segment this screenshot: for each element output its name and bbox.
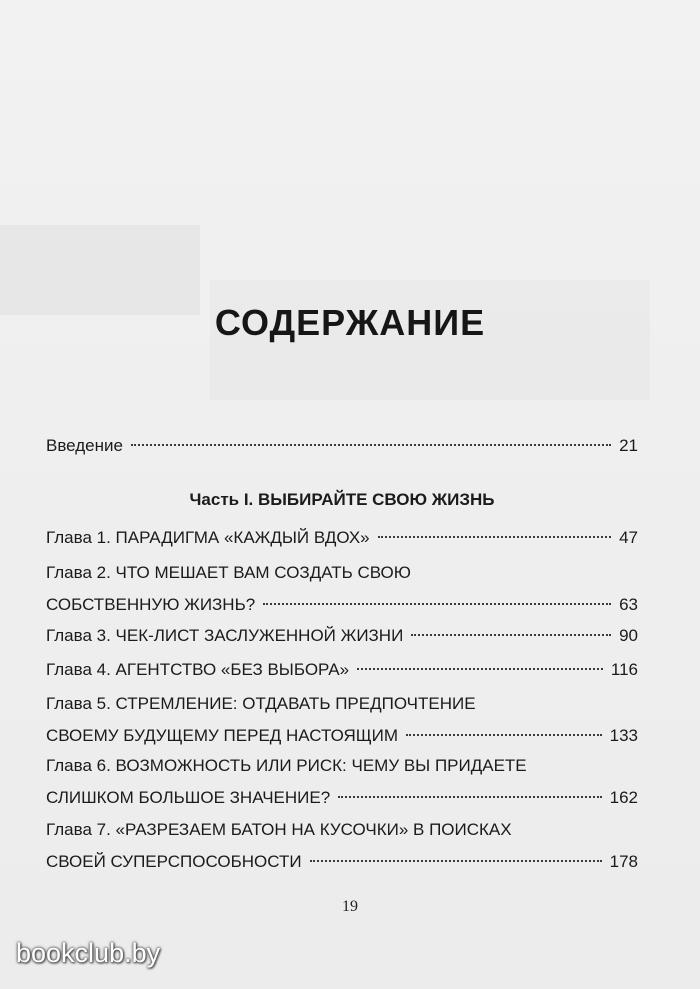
toc-entry-title: Глава 6. ВОЗМОЖНОСТЬ ИЛИ РИСК: ЧЕМУ ВЫ ПРИДАЕТЕ [46, 756, 527, 775]
dot-leader [338, 796, 601, 798]
toc-entry-title: Глава 7. «РАЗРЕЗАЕМ БАТОН НА КУСОЧКИ» В ПОИСКАХ [46, 820, 512, 839]
toc-entry-title-cont: СВОЕМУ БУДУЩЕМУ ПЕРЕД НАСТОЯЩИМ [46, 726, 399, 745]
page-title: СОДЕРЖАНИЕ [214, 302, 486, 343]
toc-entry-title-cont: СОБСТВЕННУЮ ЖИЗНЬ? [46, 595, 256, 614]
toc-page-number: 116 [610, 660, 638, 679]
toc-page-number: 90 [619, 626, 638, 645]
toc-page-number: 178 [609, 852, 638, 871]
toc-entry-title-cont: СВОЕЙ СУПЕРСПОСОБНОСТИ [46, 852, 302, 871]
dot-leader [310, 860, 602, 862]
toc-page-number: 133 [609, 726, 638, 745]
dot-leader [406, 734, 602, 736]
toc-entry-chapter-5 [46, 690, 638, 750]
toc-entry-title: Глава 5. СТРЕМЛЕНИЕ: ОТДАВАТЬ ПРЕДПОЧТЕНИЕ [46, 694, 476, 713]
dot-leader [357, 668, 603, 670]
toc-entry-chapter-3 [46, 622, 638, 650]
part-heading: Часть I. ВЫБИРАЙТЕ СВОЮ ЖИЗНЬ [189, 490, 495, 509]
dot-leader [131, 444, 611, 446]
toc-page-number: 162 [609, 788, 638, 807]
dot-leader [378, 536, 611, 538]
toc-entry-title: Глава 2. ЧТО МЕШАЕТ ВАМ СОЗДАТЬ СВОЮ [46, 563, 411, 582]
toc-entry-chapter-7 [46, 816, 638, 876]
toc-entry-title: Глава 3. ЧЕК-ЛИСТ ЗАСЛУЖЕННОЙ ЖИЗНИ [46, 626, 404, 645]
toc-entry-title-cont: СЛИШКОМ БОЛЬШОЕ ЗНАЧЕНИЕ? [46, 788, 331, 807]
folio: 19 [342, 898, 358, 915]
dot-leader [411, 634, 611, 636]
toc-entry-chapter-2 [46, 559, 638, 619]
toc-page-number: 63 [619, 595, 638, 614]
watermark: bookclub.by [16, 938, 161, 968]
toc-entry-title: Введение [46, 436, 123, 455]
toc-page-number: 21 [619, 436, 638, 455]
toc-entry-title: Глава 1. ПАРАДИГМА «КАЖДЫЙ ВДОХ» [46, 528, 370, 547]
toc-entry-chapter-1 [46, 524, 638, 552]
toc-page-number: 47 [619, 528, 638, 547]
toc-entry-intro [46, 432, 638, 460]
toc-entry-chapter-6 [46, 752, 638, 812]
toc-entry-chapter-4 [46, 656, 638, 684]
dot-leader [263, 603, 611, 605]
toc-entry-title: Глава 4. АГЕНТСТВО «БЕЗ ВЫБОРА» [46, 660, 350, 679]
